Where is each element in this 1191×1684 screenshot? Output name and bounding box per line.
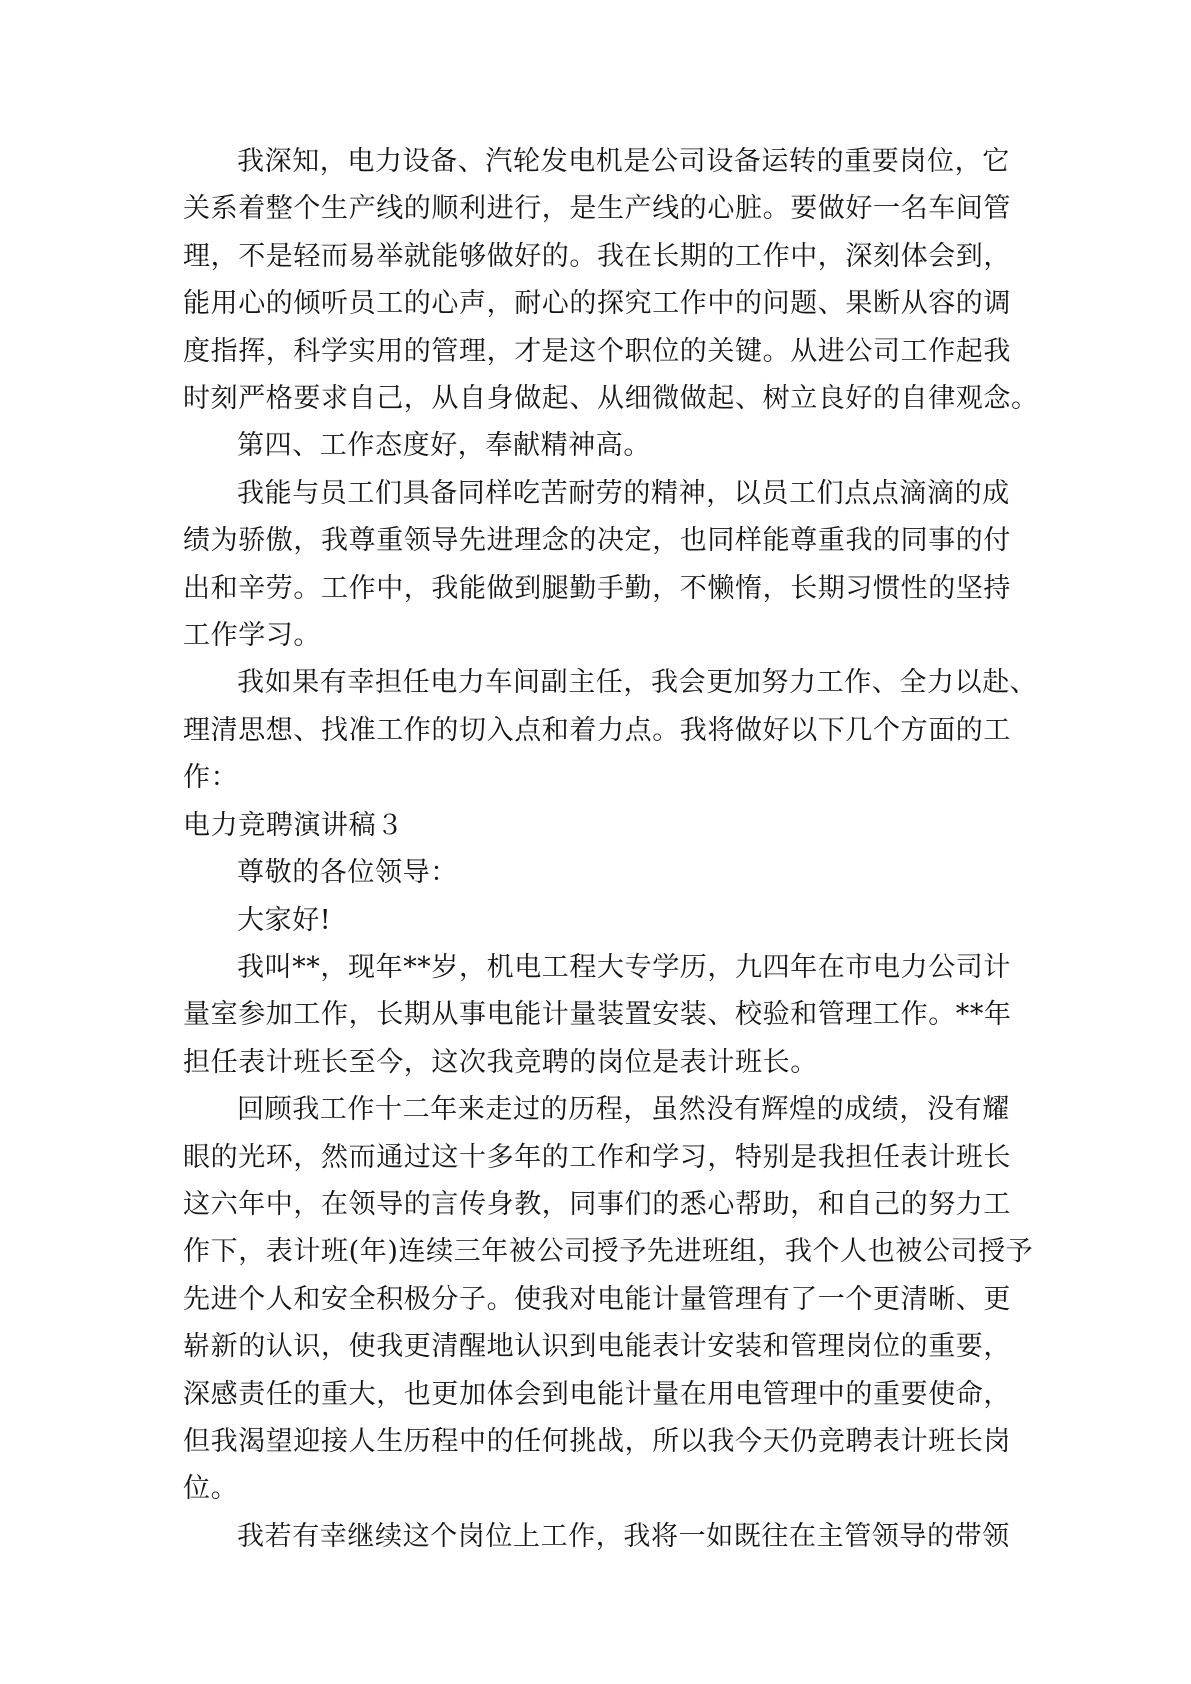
paragraph-line: 我叫**，现年**岁，机电工程大专学历，九四年在市电力公司计 (237, 951, 1011, 983)
greeting (183, 897, 1013, 944)
paragraph-line: 尊敬的各位领导： (237, 857, 458, 889)
document-body (183, 138, 1039, 1560)
paragraph-line: 能用心的倾听员工的心声，耐心的探究工作中的问题、果断从容的调 (183, 288, 1011, 320)
paragraph-1 (183, 138, 1039, 422)
paragraph-line: 理清思想、找准工作的切入点和着力点。我将做好以下几个方面的工 (183, 714, 1011, 746)
paragraph-6 (183, 1086, 1034, 1513)
paragraph-line: 深感责任的重大，也更加体会到电能计量在用电管理中的重要使命， (183, 1378, 1011, 1410)
paragraph-line: 作： (183, 762, 239, 794)
salutation (183, 849, 1013, 896)
paragraph-line: 我若有幸继续这个岗位上工作，我将一如既往在主管领导的带领 (237, 1520, 1010, 1552)
paragraph-2 (183, 422, 1013, 469)
paragraph-line: 但我渴望迎接人生历程中的任何挑战，所以我今天仍竞聘表计班长岗 (183, 1425, 1011, 1457)
paragraph-line: 眼的光环，然而通过这十多年的工作和学习，特别是我担任表计班长 (183, 1141, 1011, 1173)
paragraph-line: 第四、工作态度好，奉献精神高。 (237, 430, 651, 462)
paragraph-line: 工作学习。 (183, 620, 321, 652)
paragraph-line: 这六年中，在领导的言传身教，同事们的悉心帮助，和自己的努力工 (183, 1188, 1011, 1220)
paragraph-line: 担任表计班长至今，这次我竞聘的岗位是表计班长。 (183, 1046, 818, 1078)
heading-text: 电力竞聘演讲稿３ (183, 809, 404, 841)
paragraph-line: 关系着整个生产线的顺利进行，是生产线的心脏。要做好一名车间管 (183, 193, 1011, 225)
paragraph-line: 我深知，电力设备、汽轮发电机是公司设备运转的重要岗位，它 (237, 146, 1010, 177)
paragraph-5 (183, 944, 1013, 1086)
paragraph-line: 我能与员工们具备同样吃苦耐劳的精神，以员工们点点滴滴的成 (237, 477, 1010, 509)
paragraph-line: 理，不是轻而易举就能够做好的。我在长期的工作中，深刻体会到， (183, 240, 1011, 272)
paragraph-line: 先进个人和安全积极分子。使我对电能计量管理有了一个更清晰、更 (183, 1283, 1011, 1315)
section-heading (183, 802, 1013, 849)
paragraph-line: 绩为骄傲，我尊重领导先进理念的决定，也同样能尊重我的同事的付 (183, 525, 1011, 557)
paragraph-line: 大家好! (237, 904, 332, 936)
paragraph-line: 出和辛劳。工作中，我能做到腿勤手勤，不懒惰，长期习惯性的坚持 (183, 572, 1011, 604)
paragraph-line: 位。 (183, 1473, 239, 1505)
paragraph-4 (183, 659, 1038, 801)
paragraph-line: 作下，表计班(年)连续三年被公司授予先进班组，我个人也被公司授予 (183, 1236, 1034, 1268)
paragraph-3 (183, 470, 1013, 660)
paragraph-line: 时刻严格要求自己，从自身做起、从细微做起、树立良好的自律观念。 (183, 383, 1039, 415)
paragraph-line: 度指挥，科学实用的管理，才是这个职位的关键。从进公司工作起我 (183, 335, 1011, 367)
paragraph-7 (183, 1513, 1013, 1560)
paragraph-line: 回顾我工作十二年来走过的历程，虽然没有辉煌的成绩，没有耀 (237, 1094, 1010, 1126)
paragraph-line: 量室参加工作，长期从事电能计量装置安装、校验和管理工作。**年 (183, 999, 1012, 1031)
paragraph-line: 崭新的认识，使我更清醒地认识到电能表计安装和管理岗位的重要， (183, 1331, 1011, 1363)
paragraph-line: 我如果有幸担任电力车间副主任，我会更加努力工作、全力以赴、 (237, 667, 1038, 699)
